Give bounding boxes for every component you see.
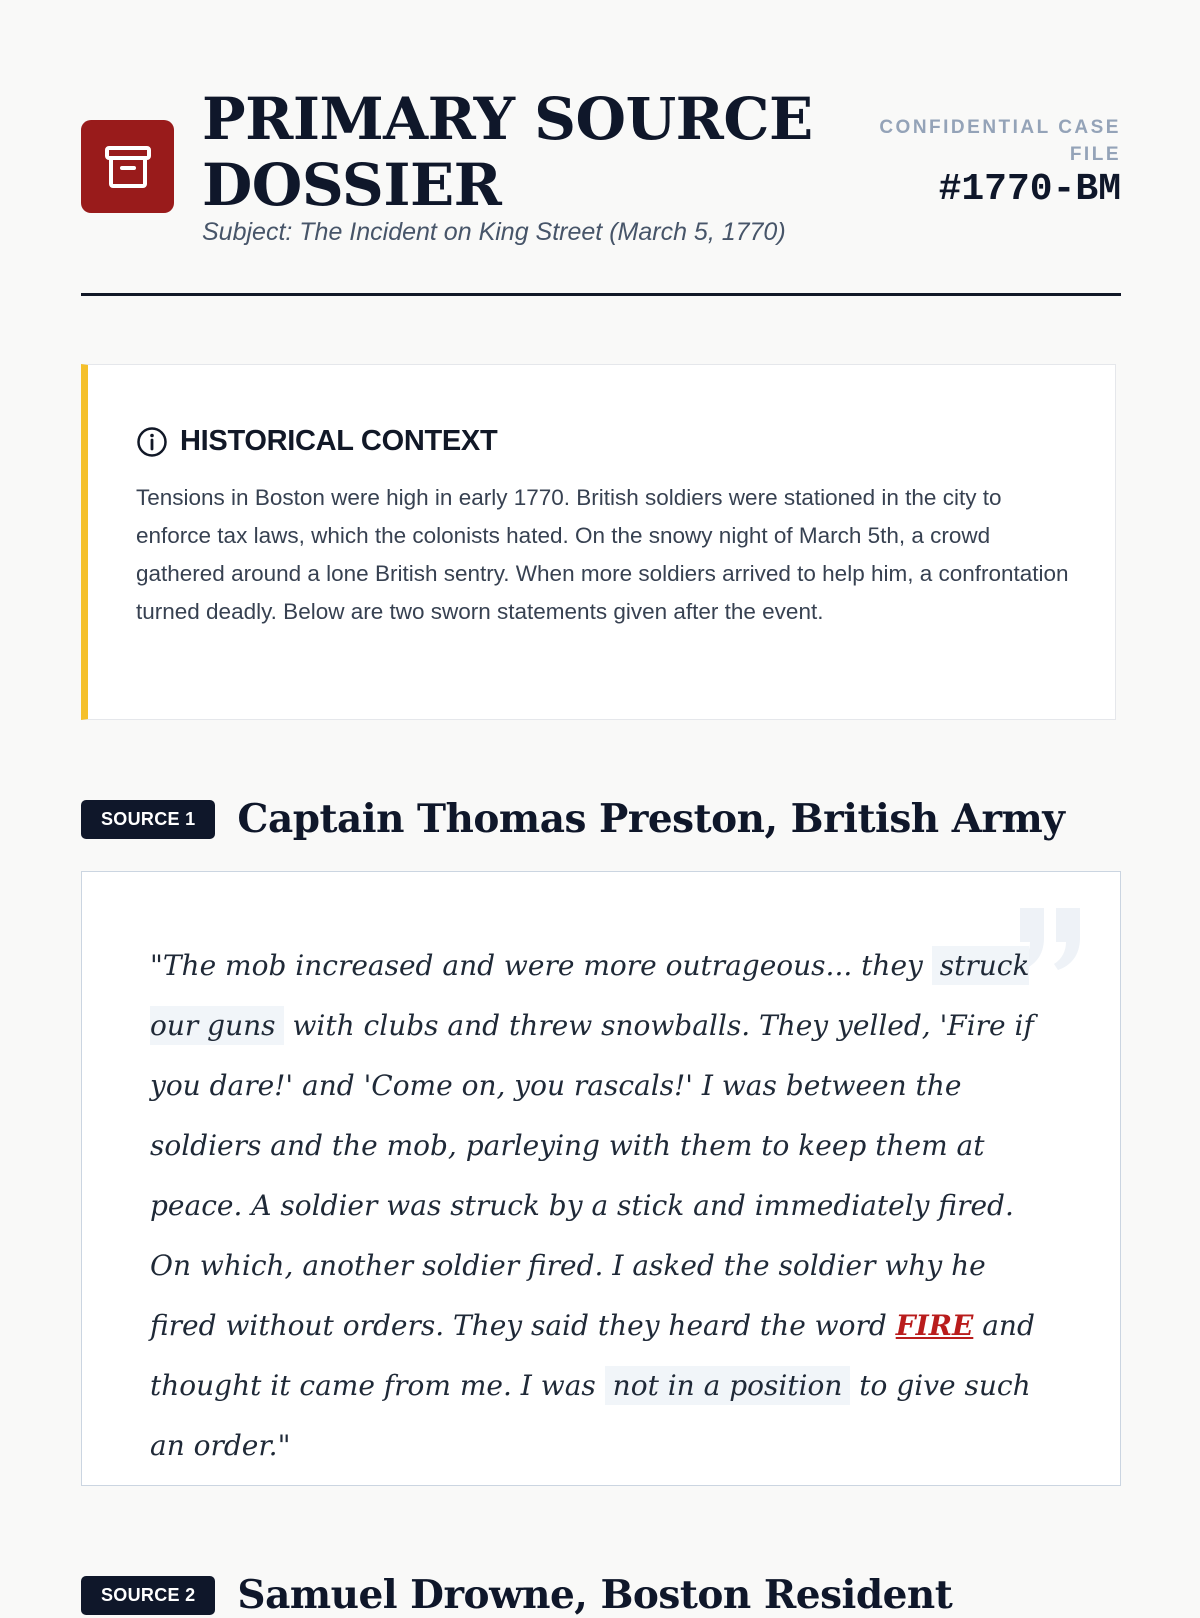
page-subtitle: Subject: The Incident on King Street (March 5, 1770) bbox=[202, 218, 786, 246]
historical-context-panel bbox=[81, 364, 1116, 720]
source-name: Samuel Drowne, Boston Resident bbox=[237, 1572, 953, 1618]
header-divider bbox=[81, 293, 1121, 296]
source-badge: SOURCE 2 bbox=[81, 1576, 215, 1615]
quote-text-segment: to give such an order." bbox=[150, 1369, 1031, 1462]
page-title: PRIMARY SOURCE DOSSIER bbox=[202, 85, 813, 219]
quote-text-segment: "The mob increased and were more outrageous... they bbox=[150, 949, 932, 982]
case-number: #1770-BM bbox=[938, 168, 1121, 211]
source-2-header bbox=[81, 1572, 952, 1618]
fire-emphasis: FIRE bbox=[895, 1309, 974, 1342]
source-1-quote-card bbox=[81, 871, 1121, 1486]
archive-box-icon bbox=[103, 144, 153, 190]
dossier-header bbox=[81, 80, 1121, 250]
source-1-quote bbox=[150, 936, 1050, 1476]
context-title: HISTORICAL CONTEXT bbox=[180, 425, 498, 457]
info-icon bbox=[136, 426, 168, 458]
quote-highlight: not in a position bbox=[605, 1366, 851, 1405]
quote-highlight: struck our guns bbox=[150, 946, 1029, 1045]
case-file-label: CONFIDENTIAL CASE FILE bbox=[879, 117, 1121, 165]
source-1-header bbox=[81, 796, 1064, 842]
quote-text-segment: and thought it came from me. I was bbox=[150, 1309, 1035, 1402]
source-badge: SOURCE 1 bbox=[81, 800, 215, 839]
logo-badge bbox=[81, 120, 174, 213]
quote-text-segment: with clubs and threw snowballs. They yelled, 'Fire if you dare!' and 'Come on, you rascals!' I was between the soldiers and the mob, parleying with them to keep them at peace. A soldier was struck by a stick and immediately fired. On which, another soldier fired. I asked the soldier why he fired without orders. They said they heard the word bbox=[150, 1009, 1034, 1342]
context-heading bbox=[136, 425, 497, 458]
source-name: Captain Thomas Preston, British Army bbox=[237, 796, 1065, 842]
context-body: Tensions in Boston were high in early 1770. British soldiers were stationed in the city to enforce tax laws, which the colonists hated. On the snowy night of March 5th, a crowd gathered around a lone British sentry. When more soldiers arrived to help him, a confrontation turned deadly. Below are two sworn statements given after the event. bbox=[136, 485, 1069, 624]
